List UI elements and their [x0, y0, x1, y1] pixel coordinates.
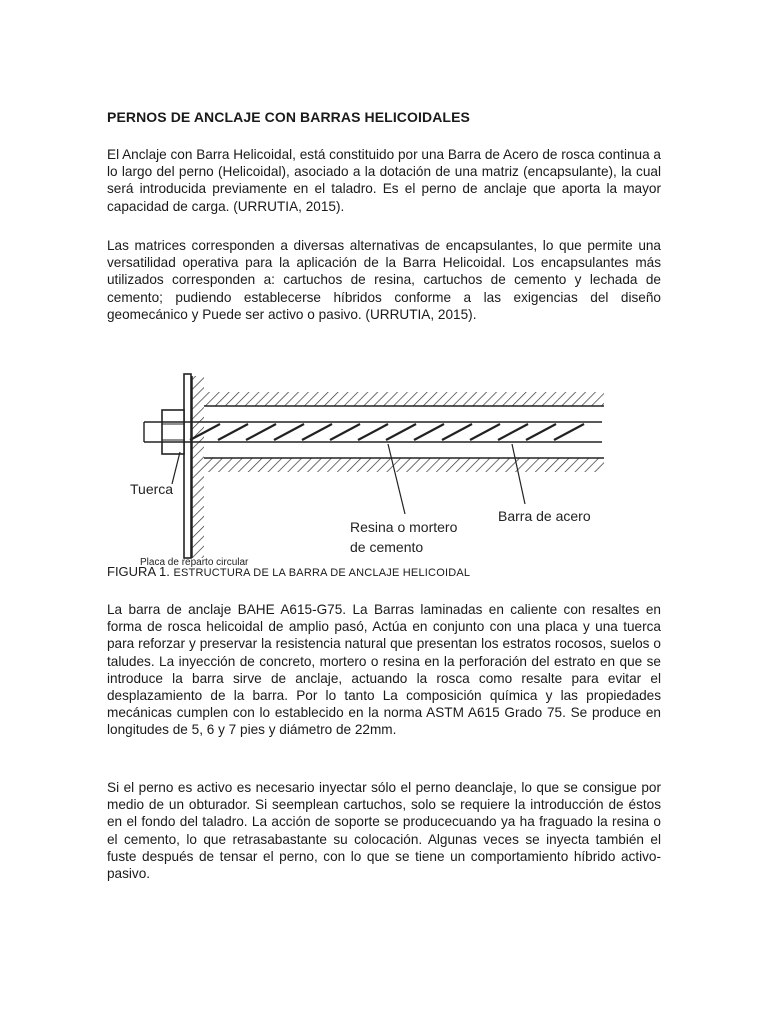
label-barra: Barra de acero	[498, 508, 591, 524]
paragraph-4: Si el perno es activo es necesario inyectar sólo el perno deanclaje, lo que se consigue por medio de un obturador. Si seemplean cartuchos, solo se requiere la introducción de éstos en el fondo del taladro. La acción de soporte se producecuando ya ha fraguado la resina o el cemento, lo que retrasabastante su colocación. Algunas veces se inyecta también el fuste después de tensar el perno, con lo que se tiene un comportamiento híbrido activo-pasivo.	[107, 780, 661, 882]
caption-prefix: FIGURA 1.	[107, 564, 170, 579]
borehole-bottom-wall	[204, 458, 604, 472]
nut	[162, 410, 184, 454]
label-resina-line1: Resina o mortero	[350, 519, 458, 535]
figure-caption	[107, 564, 470, 579]
paragraph-3: La barra de anclaje BAHE A615-G75. La Barras laminadas en caliente con resaltes en forma de rosca helicoidal de amplio pasó, Actúa en conjunto con una placa y una tuerca para reforzar y preservar la resistencia natural que presentan los estratos rocosos, suelos o taludes. La inyección de concreto, mortero o resina en la perforación del estrato en que se introduce la barra sirve de anclaje, actuando la rosca como resalte para evitar el desplazamiento de la barra. Por lo tanto La composición química y las propiedades mecánicas cumplen con lo establecido en la norma ASTM A615 Grado 75. Se produce en longitudes de 5, 6 y 7 pies y diámetro de 22mm.	[107, 602, 661, 738]
rock-face	[192, 376, 204, 558]
page-title: PERNOS DE ANCLAJE CON BARRAS HELICOIDALES	[107, 109, 470, 125]
bearing-plate	[184, 374, 191, 558]
helical-thread	[190, 424, 584, 440]
anchor-bar-figure	[120, 372, 610, 568]
anchor-bar-diagram	[120, 372, 610, 568]
label-placa: Placa de reparto circular	[140, 557, 249, 568]
caption-text: ESTRUCTURA DE LA BARRA DE ANCLAJE HELICOIDAL	[173, 567, 471, 579]
label-tuerca: Tuerca	[130, 481, 174, 497]
paragraph-2: Las matrices corresponden a diversas alternativas de encapsulantes, lo que permite una versatilidad operativa para la aplicación de la Barra Helicoidal. Los encapsulantes más utilizados corresponden a: cartuchos de resina, cartuchos de cemento y lechada de cemento; pudiendo establecerse híbridos conforme a las exigencias del diseño geomecánico y Puede ser activo o pasivo. (URRUTIA, 2015).	[107, 238, 661, 322]
borehole-top-wall	[204, 392, 604, 406]
label-resina-line2: de cemento	[350, 539, 424, 555]
paragraph-1: El Anclaje con Barra Helicoidal, está constituido por una Barra de Acero de rosca continua a lo largo del perno (Helicoidal), asociado a la dotación de una matriz (encapsulante), la cual será introducida previamente en el taladro. Es el perno de anclaje que aporta la mayor capacidad de carga. (URRUTIA, 2015).	[107, 147, 661, 214]
